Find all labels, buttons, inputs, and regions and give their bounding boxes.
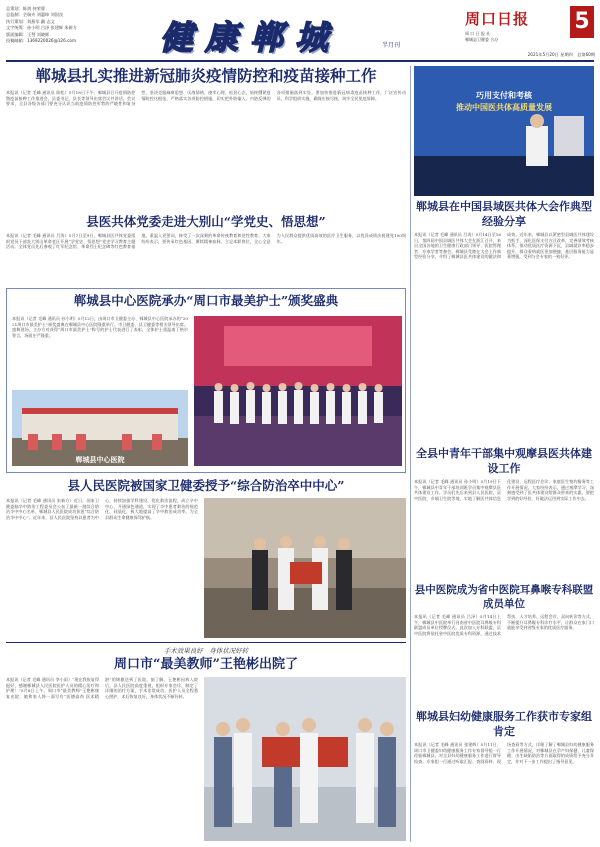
teacher-body: 本报讯（记者 毛峰 通讯员 李小雨）“现在我恢复得挺好，感谢郸城县人民医院医护人员的精心治疗和护理！”5月8日上午，周口市“最美教师”王艳彬康复出院，她和家人将一面写有“医德高尚 医术精湛”的锦旗送到了医院。据了解，王艳彬因病入院后，县人民医院高度重视，组织专家会诊，制定了详细的治疗方案，手术非常成功。医护人员全程悉心照护，术后恢复良好，身体状况不断好转。 [6, 677, 198, 699]
party-headline: 县医共体党委走进大别山“学党史、悟思想” [86, 214, 326, 229]
stroke-headline: 县人民医院被国家卫健委授予“综合防治卒中中心” [67, 478, 345, 493]
maternal-headline: 郸城县妇幼健康服务工作获市专家组肯定 [416, 710, 592, 738]
main-headline: 郸城县扎实推进新冠肺炎疫情防控和疫苗接种工作 [35, 66, 377, 85]
paper-sub: 郸城县卫健委 合办 [465, 36, 499, 42]
section-title [160, 12, 400, 57]
masthead-rule [6, 60, 594, 62]
nurse-headline: 郸城县中心医院承办“周口市最美护士”颁奖盛典 [73, 293, 339, 308]
party-body: 本报讯（记者 毛峰 通讯员 吕涛）5月7日至9日，郸城县医共体党委组织党员干部赴大别山革命老区开展“学党史、悟思想”党史学习教育主题活动。全体党员先后参观了红军纪念馆、革命烈士纪念碑等红色教育基地，重温入党誓词，接受了一次深刻的革命传统教育和党性教育。大家纷纷表示，要传承红色基因，赓续精神血脉，立足本职岗位，全心全意为人民群众提供优质高效的医疗卫生服务，以优异成绩庆祝建党100周年。 [6, 233, 406, 250]
conference-body: 本报讯（记者 毛峰 通讯员 吕涛）5月14日至16日，第四届中国县域医共体大会在浙江召开，来自全国各地的卫生健康行政部门领导、医院管理者、专家学者等参会。郸城县受邀在大会上作典型经验分享，介绍了郸城县医共体建设的做法和成效。近年来，郸城县以紧密型县域医共体建设为抓手，深化医保支付方式改革，完善绩效考核体系，推动优质医疗资源下沉，县域就诊率稳步提升，群众看病就医更加便捷，基层服务能力显著增强，受到与会专家的一致好评。 [414, 232, 594, 260]
main-body: 本报讯（记者 毛峰 通讯员 陈松）5月18日下午，郸城县召开疫情防控暨疫苗接种工作推进会，县委书记、县长等领导出席会议并讲话。会议要求，全县各级各部门要充分认识当前疫情防控形势的严峻性和复杂性，坚决克服麻痹思想、厌战情绪、侥幸心理、松劲心态，始终绷紧疫情防控这根弦，严格落实各项防控措施，切实把外防输入、内防反弹的各项措施落到实处。要加快推进新冠病毒疫苗接种工作，广泛宣传动员，科学组织实施，确保应接尽接，筑牢全民免疫屏障。 [6, 90, 406, 107]
nurse-ceremony-photo [194, 316, 402, 466]
conference-screen-text [420, 90, 588, 114]
info-line: 文字统筹：孙小明 吕泽 张建辉 朱新方 [6, 25, 77, 31]
hospital-banner: 郸城县中心医院 [75, 456, 125, 464]
info-line: 总监制：仝瑞卉 刘惠坤 刘国良 [6, 12, 64, 18]
date-line [470, 52, 595, 58]
screen-line: 推动中国医共体高质量发展 [456, 103, 552, 112]
issue: 总第60期 [577, 52, 595, 57]
section-title-text: 健康郸城 [160, 18, 340, 57]
section-title-suffix: 半月刊 [381, 42, 400, 49]
info-line: 执行策划：刘燕军 戴 志文 [6, 18, 55, 24]
paper-sub: 周 口 日 报 社 [465, 31, 491, 36]
maternal-body: 本报讯（记者 毛峰 通讯员 张建辉）5月11日，周口市卫健委妇幼健康服务工作专家督导组一行莅临郸城县，对全县妇幼健康服务工作进行督导检查。专家组一行通过听取汇报、查阅资料、现场查看等方式，详细了解了郸城县妇幼健康服务工作开展情况，对郸城县在孕产妇保健、儿童保健、出生缺陷防治等方面取得的成绩给予充分肯定，并对下一步工作提出了指导意见。 [414, 742, 594, 764]
tcm-headline: 县中医院成为省中医院耳鼻喉专科联盟成员单位 [414, 584, 594, 610]
paper-name-block [465, 8, 565, 58]
teacher-discharge-photo [204, 677, 406, 841]
stroke-body: 本报讯（记者 毛峰 通讯员 朱新方）近日，国家卫健委脑卒中防治工程委员会公布了最新一批综合防治卒中中心名单，郸城县人民医院成功获批“综合防治卒中中心”。近年来，县人民医院坚持以患者为中心，持续加强学科建设，优化救治流程，成立卒中中心，开通绿色通道，实现了卒中患者救治的规范化、同质化，极大地提高了卒中救治成功率，为全县群众生命健康保驾护航。 [6, 498, 198, 520]
tcm-body: 本报讯（记者 毛峰 通讯员 吕泽）5月14日上午，郸城县中医院举行河南省中医院耳鼻喉专科联盟成员单位授牌仪式。此次加入专科联盟，县中医院将依托省中医院优质专科资源，通过技术帮扶、人才培养、远程会诊、双向转诊等方式，不断提升耳鼻喉专科诊疗水平，让群众在家门口就能享受到省级专家的优质医疗服务。 [414, 614, 594, 636]
teacher-kicker: 手术效果良好 身体状况好转 [163, 647, 249, 655]
conference-photo [414, 66, 594, 196]
cadres-headline: 全县中青年干部集中观摩县医共体建设工作 [416, 447, 592, 475]
teacher-rule [6, 642, 406, 643]
conference-headline: 郸城县在中国县域医共体大会作典型经验分享 [416, 200, 592, 228]
column-divider [410, 66, 411, 842]
cadres-body: 本报讯（记者 毛峰 通讯员 孙小明）5月19日下午，郸城县中青年干部培训班学员集中观摩县医共体建设工作。学员们先后来到县人民医院、县中医院、乡镇卫生院等地，实地了解医共体信息化建设、远程医疗会诊、家庭医生签约服务等工作开展情况。大家纷纷表示，通过观摩学习，深刻感受到了医共体建设给群众带来的实惠，要把学到的好经验、好做法运用到实际工作中去。 [414, 479, 594, 501]
teacher-headline: 周口市“最美教师”王艳彬出院了 [114, 657, 298, 672]
date: 2021年5月20日 星期四 [527, 52, 573, 57]
masthead-info [6, 6, 156, 44]
nurse-body: 本报讯（记者 毛峰 通讯员 孙小明）5月12日，由周口市卫健委主办、郸城县中心医院承办的“2021周口市最美护士”颁奖盛典在郸城县中心医院隆重举行。市卫健委、县卫健委等相关领导出席。盛典现场，主办方对获得“周口市最美护士”称号的护士代表进行了表彰，全体护士重温南丁格尔誓言，场面庄严隆重。 [12, 316, 188, 338]
info-line: 版面编辑：王彗 刘晓辉 [6, 31, 50, 37]
page-number: 5 [570, 6, 594, 38]
info-line: 投稿邮箱：1369220026@126.com [6, 38, 77, 44]
info-line: 总策划：陈鸿 何荣曹 [6, 6, 46, 11]
paper-name: 周口日报 [465, 10, 530, 28]
screen-line: 巧用支付和考核 [476, 91, 532, 100]
award-photo [204, 498, 406, 638]
